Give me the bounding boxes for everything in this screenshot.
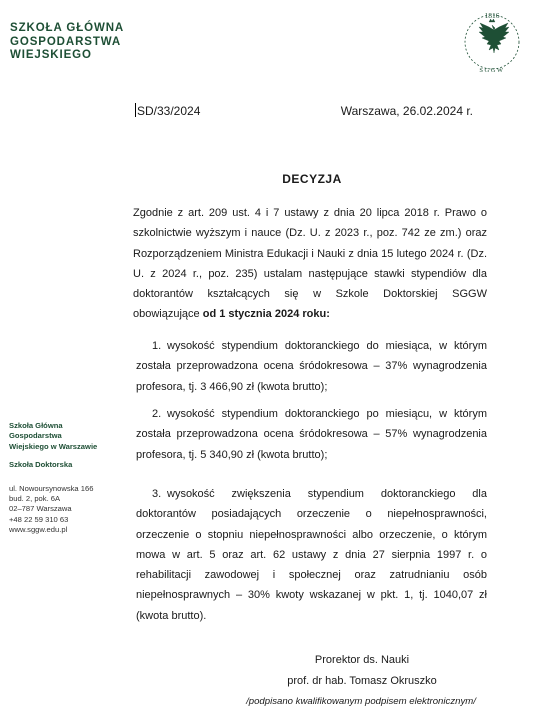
list-item-text: wysokość stypendium doktoranckiego do miesiąca, w którym została przeprowadzona ocena śródokresowa – 37% wynagrodzenia profesora, tj. 3 466,90 zł (kwota brutto); (136, 340, 487, 393)
wordmark-line: GOSPODARSTWA (10, 35, 122, 48)
list-item-text: wysokość stypendium doktoranckiego po miesiącu, w którym została przeprowadzona ocena śródokresowa – 57% wynagrodzenia profesora, tj. 5 340,90 zł (kwota brutto); (136, 408, 487, 461)
sidebar-org-line: Gospodarstwa (9, 431, 62, 441)
wordmark-line: SZKOŁA GŁÓWNA (10, 22, 125, 34)
address-line: bud. 2, pok. 6A (9, 494, 61, 504)
address-phone: +48 22 59 310 63 (9, 514, 69, 524)
address-line: ul. Nowoursynowska 166 (9, 483, 94, 493)
intro-text: Zgodnie z art. 209 ust. 4 i 7 ustawy z dnia 20 lipca 2018 r. Prawo o szkolnictwie wyższym i nauce (Dz. U. z 2023 r., poz. 742 ze zm.) oraz Rozporządzeniem Ministra Edukacji i Nauki z dnia 15 lutego 2024 r. (Dz. U. z 2024 r., poz. 235) ustalam następujące stawki stypendiów dla doktorantów kształcących się w Szkole Doktorskiej SGGW obowiązujące (133, 207, 487, 321)
intro-effective-date: od 1 stycznia 2024 roku: (202, 308, 330, 321)
emblem-year: 1816 (484, 11, 500, 20)
sggw-eagle-emblem-icon (461, 8, 523, 74)
list-item-text: wysokość zwiększenia stypendium doktoranckiego dla doktorantów posiadających orzeczenie o niepełnosprawności, orzeczenie o stopniu niepełnosprawności albo orzeczenie, o którym mowa w art. 5 oraz art. 62 ustawy z dnia 27 sierpnia 1997 r. o rehabilitacji zawodowej i społecznej oraz zatrudnianiu osób niepełnosprawnych – 30% kwoty wskazanej w pkt. 1, tj. 1040,07 zł (kwota brutto). (136, 488, 487, 622)
list-item (136, 404, 487, 465)
list-item-number: 2. (152, 408, 162, 420)
sidebar-contact (9, 421, 129, 536)
sidebar-address (9, 484, 129, 536)
list-item-number: 3. (152, 488, 162, 500)
document-title: DECYZJA (282, 172, 342, 186)
signatory-role: Prorektor ds. Nauki (314, 654, 410, 666)
sidebar-org-line: Wiejskiego w Warszawie (9, 441, 98, 451)
list-item (136, 484, 487, 626)
list-item-number: 1. (152, 340, 162, 352)
text-cursor (135, 103, 136, 117)
list-item (136, 336, 487, 397)
sidebar-unit: Szkoła Doktorska (9, 460, 73, 470)
signatory-name: prof. dr hab. Tomasz Okruszko (287, 674, 437, 687)
document-reference: SD/33/2024 (137, 104, 201, 118)
address-line: 02–787 Warszawa (9, 504, 72, 514)
institution-wordmark (10, 22, 150, 63)
intro-paragraph (133, 203, 487, 325)
signature-note: /podpisano kwalifikowanym podpisem elektronicznym/ (246, 696, 476, 707)
sidebar-org-line: Szkoła Główna (9, 421, 63, 430)
emblem-letters: SGGW (479, 67, 505, 74)
place-date: Warszawa, 26.02.2024 r. (340, 104, 473, 118)
wordmark-line: WIEJSKIEGO (10, 49, 92, 61)
sidebar-org (9, 421, 129, 452)
signature-block (247, 650, 477, 691)
address-website[interactable]: www.sggw.edu.pl (9, 525, 68, 535)
